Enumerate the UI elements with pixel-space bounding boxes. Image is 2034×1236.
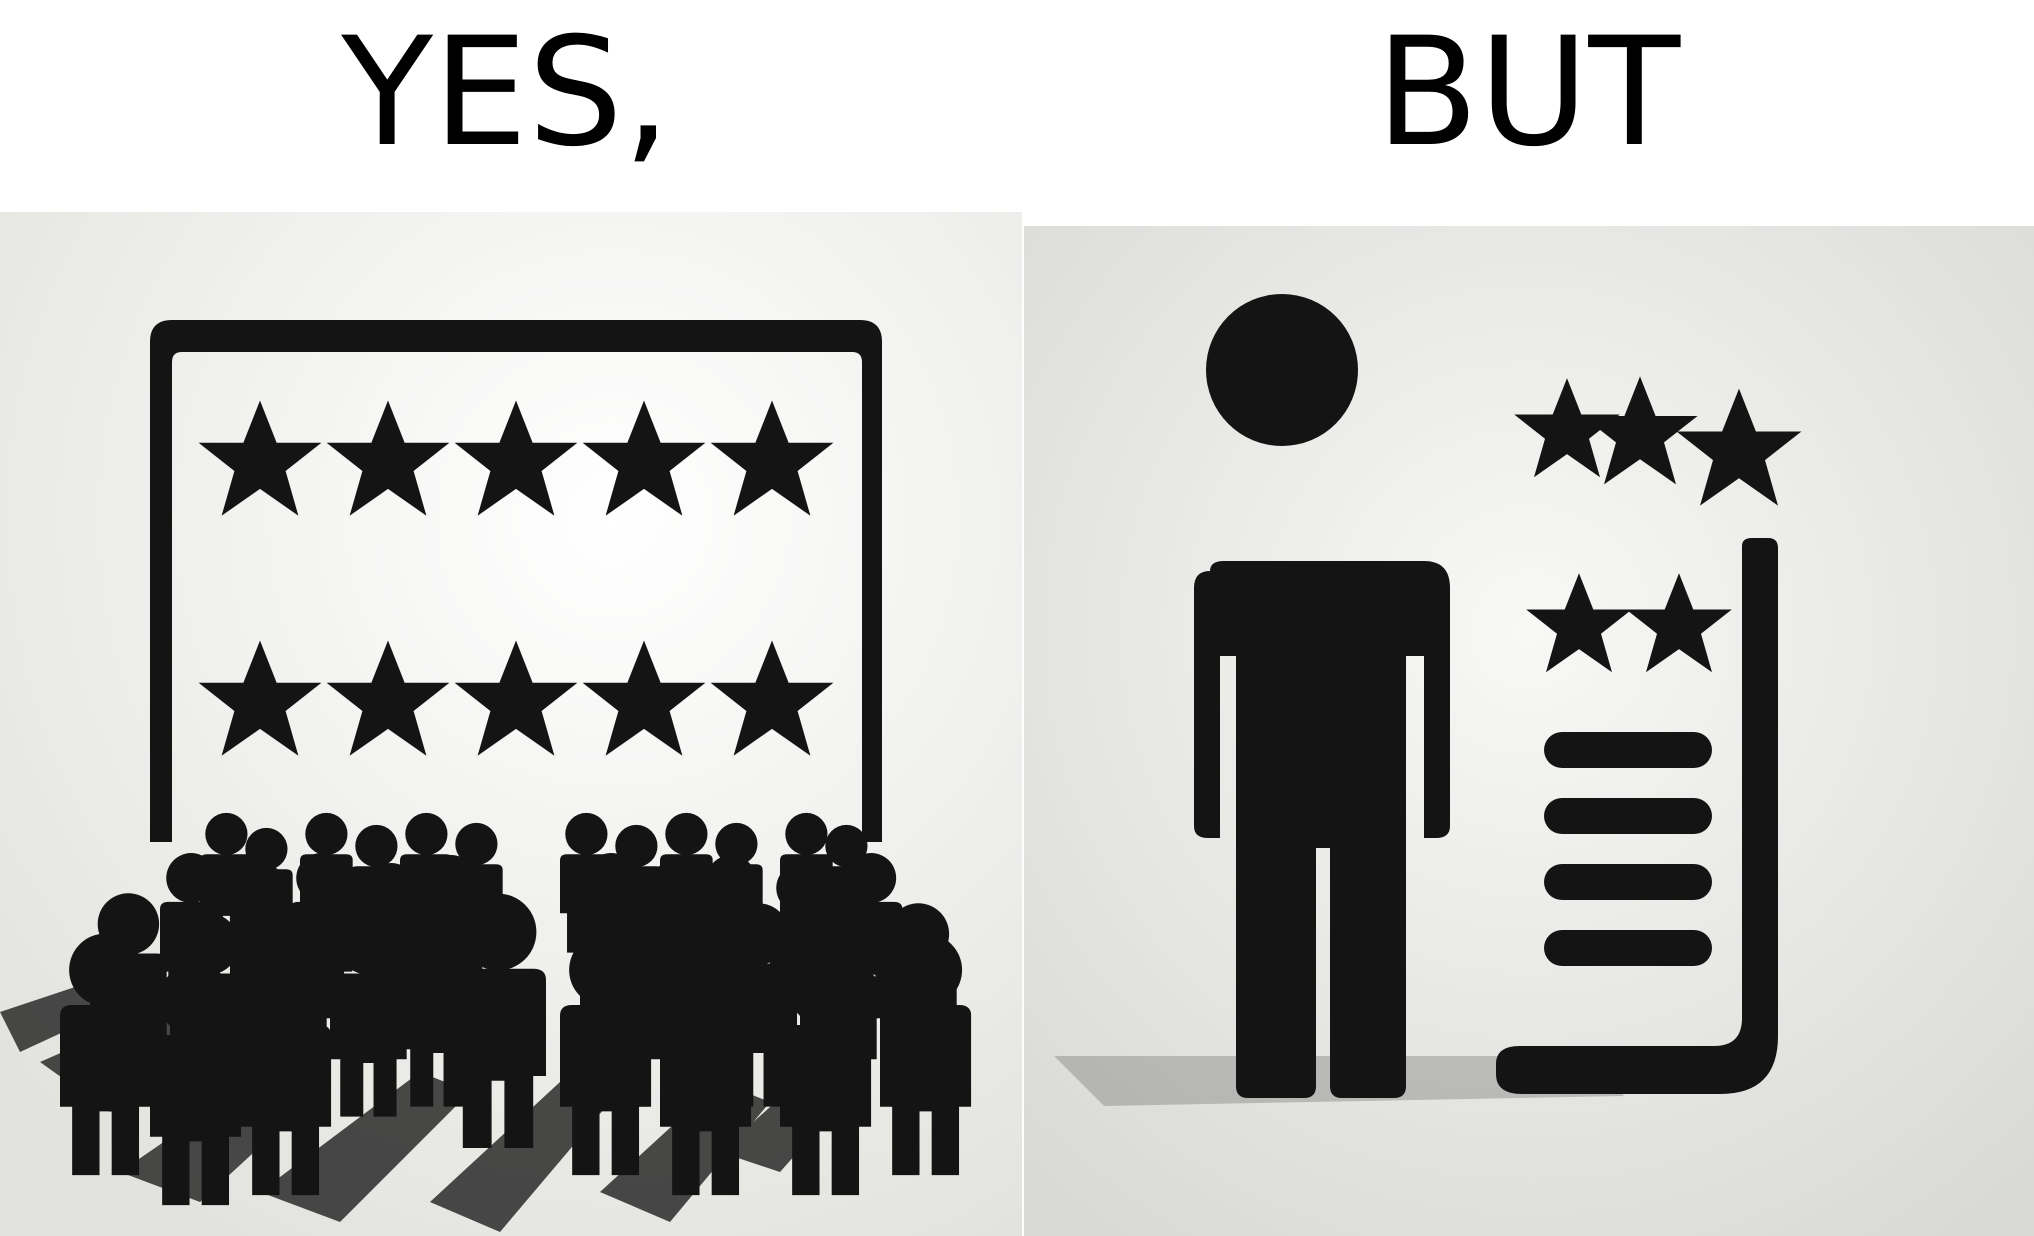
crowd-rating-illustration: [0, 212, 1022, 1236]
person-head: [1206, 294, 1358, 446]
single-person-review-illustration: [1024, 226, 2034, 1236]
text-line: [1544, 864, 1712, 900]
text-line: [1544, 732, 1712, 768]
text-line: [1544, 798, 1712, 834]
caption-yes: YES,: [341, 6, 671, 180]
text-line: [1544, 930, 1712, 966]
caption-but: BUT: [1375, 6, 1681, 180]
panel-right: [1024, 226, 2034, 1236]
panel-left: [0, 212, 1022, 1236]
